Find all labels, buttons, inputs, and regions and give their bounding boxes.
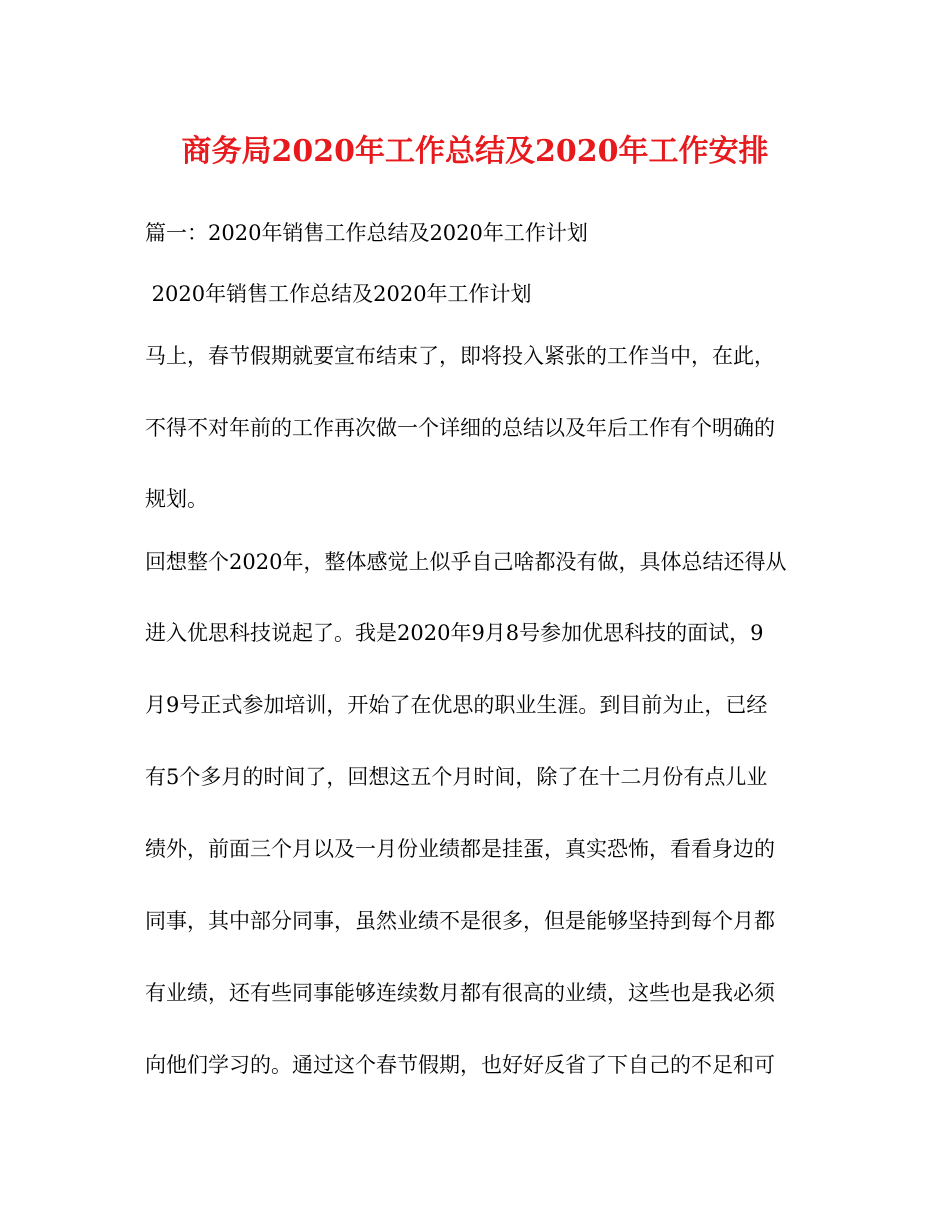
paragraph-line: 规划。 — [145, 487, 208, 511]
paragraph-line: 向他们学习的。通过这个春节假期，也好好反省了下自己的不足和可 — [145, 1053, 775, 1077]
paragraph-line: 有5个多月的时间了，回想这五个月时间，除了在十二月份有点儿业 — [145, 765, 768, 789]
paragraph-line: 马上，春节假期就要宣布结束了，即将投入紧张的工作当中，在此， — [145, 344, 775, 368]
paragraph-line: 绩外，前面三个月以及一月份业绩都是挂蛋，真实恐怖，看看身边的 — [145, 837, 775, 861]
paragraph-line: 不得不对年前的工作再次做一个详细的总结以及年后工作有个明确的 — [145, 416, 775, 440]
subheading: 2020年销售工作总结及2020年工作计划 — [145, 282, 532, 306]
paragraph-line: 回想整个2020年，整体感觉上似乎自己啥都没有做，具体总结还得从 — [145, 550, 787, 574]
document-title: 商务局2020年工作总结及2020年工作安排 — [181, 134, 769, 169]
paragraph-line: 进入优思科技说起了。我是2020年9月8号参加优思科技的面试，9 — [145, 621, 764, 645]
paragraph-line: 月9号正式参加培训，开始了在优思的职业生涯。到目前为止，已经 — [145, 693, 768, 717]
section-heading: 篇一：2020年销售工作总结及2020年工作计划 — [145, 221, 588, 245]
paragraph-line: 有业绩，还有些同事能够连续数月都有很高的业绩，这些也是我必须 — [145, 981, 775, 1005]
paragraph-line: 同事，其中部分同事，虽然业绩不是很多，但是能够坚持到每个月都 — [145, 909, 775, 933]
